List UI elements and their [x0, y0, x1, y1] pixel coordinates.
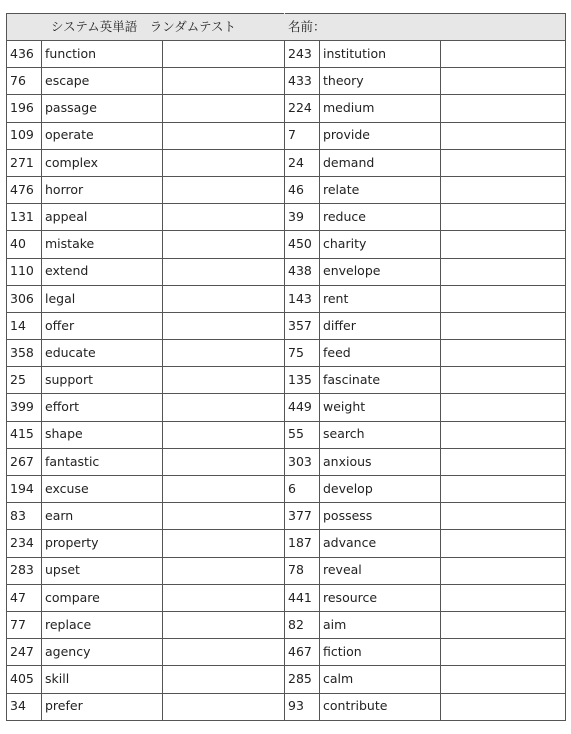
right-item-number: 450: [285, 231, 320, 258]
right-item-number: 438: [285, 258, 320, 285]
right-answer-cell[interactable]: [441, 530, 566, 557]
left-item-word: appeal: [42, 204, 163, 231]
left-item-word: earn: [42, 503, 163, 530]
right-item-word: anxious: [320, 448, 441, 475]
left-item-word: skill: [42, 666, 163, 693]
table-row: [7, 340, 566, 367]
left-item-word: effort: [42, 394, 163, 421]
left-item-word: excuse: [42, 476, 163, 503]
right-answer-cell[interactable]: [441, 476, 566, 503]
left-item-word: function: [42, 41, 163, 68]
left-item-word: property: [42, 530, 163, 557]
right-item-word: search: [320, 421, 441, 448]
left-item-number: 415: [7, 421, 42, 448]
left-answer-cell[interactable]: [163, 367, 285, 394]
left-item-word: escape: [42, 68, 163, 95]
table-row: [7, 639, 566, 666]
table-row: [7, 231, 566, 258]
right-item-number: 75: [285, 340, 320, 367]
table-row: [7, 41, 566, 68]
right-answer-cell[interactable]: [441, 448, 566, 475]
right-item-word: relate: [320, 176, 441, 203]
left-item-number: 110: [7, 258, 42, 285]
right-item-word: demand: [320, 149, 441, 176]
right-answer-cell[interactable]: [441, 666, 566, 693]
right-item-number: 55: [285, 421, 320, 448]
right-item-word: rent: [320, 285, 441, 312]
right-answer-cell[interactable]: [441, 557, 566, 584]
right-item-number: 6: [285, 476, 320, 503]
left-item-word: shape: [42, 421, 163, 448]
right-item-number: 285: [285, 666, 320, 693]
table-row: [7, 666, 566, 693]
left-answer-cell[interactable]: [163, 394, 285, 421]
left-item-number: 267: [7, 448, 42, 475]
right-answer-cell[interactable]: [441, 312, 566, 339]
table-row: [7, 448, 566, 475]
right-item-number: 39: [285, 204, 320, 231]
right-item-number: 467: [285, 639, 320, 666]
left-item-number: 476: [7, 176, 42, 203]
right-answer-cell[interactable]: [441, 584, 566, 611]
left-answer-cell[interactable]: [163, 122, 285, 149]
left-item-number: 25: [7, 367, 42, 394]
left-item-word: legal: [42, 285, 163, 312]
right-item-number: 243: [285, 41, 320, 68]
table-row: [7, 312, 566, 339]
right-item-number: 377: [285, 503, 320, 530]
right-item-number: 357: [285, 312, 320, 339]
right-answer-cell[interactable]: [441, 285, 566, 312]
right-answer-cell[interactable]: [441, 693, 566, 720]
left-item-word: mistake: [42, 231, 163, 258]
right-item-number: 441: [285, 584, 320, 611]
right-item-word: theory: [320, 68, 441, 95]
left-item-word: passage: [42, 95, 163, 122]
table-row: [7, 258, 566, 285]
right-item-number: 449: [285, 394, 320, 421]
table-row: [7, 584, 566, 611]
left-answer-cell[interactable]: [163, 231, 285, 258]
table-row: [7, 68, 566, 95]
right-item-word: reduce: [320, 204, 441, 231]
left-item-number: 40: [7, 231, 42, 258]
left-answer-cell[interactable]: [163, 68, 285, 95]
left-item-word: extend: [42, 258, 163, 285]
name-cell: [285, 14, 566, 41]
left-item-number: 196: [7, 95, 42, 122]
right-answer-cell[interactable]: [441, 149, 566, 176]
right-answer-cell[interactable]: [441, 639, 566, 666]
right-answer-cell[interactable]: [441, 367, 566, 394]
right-item-number: 303: [285, 448, 320, 475]
table-row: [7, 122, 566, 149]
table-row: [7, 394, 566, 421]
right-item-word: contribute: [320, 693, 441, 720]
left-item-word: educate: [42, 340, 163, 367]
left-item-word: fantastic: [42, 448, 163, 475]
left-item-number: 194: [7, 476, 42, 503]
left-item-word: upset: [42, 557, 163, 584]
right-answer-cell[interactable]: [441, 95, 566, 122]
right-item-word: fascinate: [320, 367, 441, 394]
left-answer-cell[interactable]: [163, 421, 285, 448]
left-item-word: support: [42, 367, 163, 394]
right-item-word: fiction: [320, 639, 441, 666]
left-answer-cell[interactable]: [163, 530, 285, 557]
right-item-word: medium: [320, 95, 441, 122]
right-answer-cell[interactable]: [441, 503, 566, 530]
left-answer-cell[interactable]: [163, 340, 285, 367]
left-item-number: 76: [7, 68, 42, 95]
left-answer-cell[interactable]: [163, 285, 285, 312]
table-row: [7, 204, 566, 231]
left-item-number: 271: [7, 149, 42, 176]
right-answer-cell[interactable]: [441, 176, 566, 203]
right-item-word: weight: [320, 394, 441, 421]
left-item-number: 436: [7, 41, 42, 68]
right-answer-cell[interactable]: [441, 421, 566, 448]
left-item-number: 77: [7, 611, 42, 638]
right-item-word: feed: [320, 340, 441, 367]
right-item-number: 7: [285, 122, 320, 149]
left-item-number: 34: [7, 693, 42, 720]
table-row: [7, 149, 566, 176]
right-item-number: 135: [285, 367, 320, 394]
right-item-number: 24: [285, 149, 320, 176]
left-answer-cell[interactable]: [163, 693, 285, 720]
name-label: 名前：: [288, 18, 326, 34]
left-answer-cell[interactable]: [163, 149, 285, 176]
left-item-word: agency: [42, 639, 163, 666]
right-item-word: develop: [320, 476, 441, 503]
left-item-number: 358: [7, 340, 42, 367]
table-row: [7, 421, 566, 448]
left-item-number: 405: [7, 666, 42, 693]
right-item-word: provide: [320, 122, 441, 149]
right-answer-cell[interactable]: [441, 204, 566, 231]
header-row: [7, 14, 566, 41]
left-item-number: 14: [7, 312, 42, 339]
table-row: [7, 95, 566, 122]
table-row: [7, 503, 566, 530]
table-row: [7, 476, 566, 503]
right-item-word: calm: [320, 666, 441, 693]
left-item-word: operate: [42, 122, 163, 149]
right-item-number: 143: [285, 285, 320, 312]
left-item-number: 109: [7, 122, 42, 149]
left-item-word: offer: [42, 312, 163, 339]
left-item-word: complex: [42, 149, 163, 176]
left-item-number: 47: [7, 584, 42, 611]
right-answer-cell[interactable]: [441, 611, 566, 638]
right-item-number: 433: [285, 68, 320, 95]
right-item-word: possess: [320, 503, 441, 530]
right-item-number: 93: [285, 693, 320, 720]
table-row: [7, 557, 566, 584]
right-answer-cell[interactable]: [441, 68, 566, 95]
table-row: [7, 530, 566, 557]
right-item-word: resource: [320, 584, 441, 611]
right-answer-cell[interactable]: [441, 41, 566, 68]
left-answer-cell[interactable]: [163, 204, 285, 231]
left-item-number: 131: [7, 204, 42, 231]
right-item-word: institution: [320, 41, 441, 68]
right-item-number: 46: [285, 176, 320, 203]
right-answer-cell[interactable]: [441, 122, 566, 149]
left-answer-cell[interactable]: [163, 476, 285, 503]
right-item-number: 224: [285, 95, 320, 122]
test-title: システム英単語 ランダムテスト: [51, 18, 237, 34]
right-answer-cell[interactable]: [441, 394, 566, 421]
right-answer-cell[interactable]: [441, 340, 566, 367]
right-item-word: reveal: [320, 557, 441, 584]
left-answer-cell[interactable]: [163, 666, 285, 693]
title-cell: [7, 14, 285, 41]
table-row: [7, 367, 566, 394]
left-item-word: replace: [42, 611, 163, 638]
vocabulary-test-sheet: [6, 13, 566, 721]
left-answer-cell[interactable]: [163, 176, 285, 203]
left-item-number: 283: [7, 557, 42, 584]
left-answer-cell[interactable]: [163, 611, 285, 638]
left-item-number: 399: [7, 394, 42, 421]
left-answer-cell[interactable]: [163, 448, 285, 475]
left-item-number: 234: [7, 530, 42, 557]
right-item-word: aim: [320, 611, 441, 638]
right-answer-cell[interactable]: [441, 231, 566, 258]
left-answer-cell[interactable]: [163, 312, 285, 339]
right-item-word: differ: [320, 312, 441, 339]
left-item-number: 306: [7, 285, 42, 312]
left-answer-cell[interactable]: [163, 41, 285, 68]
right-item-word: advance: [320, 530, 441, 557]
left-answer-cell[interactable]: [163, 639, 285, 666]
right-item-word: charity: [320, 231, 441, 258]
left-answer-cell[interactable]: [163, 95, 285, 122]
right-item-number: 78: [285, 557, 320, 584]
table-row: [7, 611, 566, 638]
left-answer-cell[interactable]: [163, 584, 285, 611]
right-answer-cell[interactable]: [441, 258, 566, 285]
left-answer-cell[interactable]: [163, 258, 285, 285]
left-item-word: horror: [42, 176, 163, 203]
vocabulary-table: [6, 13, 566, 721]
left-answer-cell[interactable]: [163, 503, 285, 530]
left-item-word: compare: [42, 584, 163, 611]
table-row: [7, 285, 566, 312]
table-row: [7, 693, 566, 720]
right-item-number: 82: [285, 611, 320, 638]
right-item-word: envelope: [320, 258, 441, 285]
left-item-word: prefer: [42, 693, 163, 720]
table-row: [7, 176, 566, 203]
left-answer-cell[interactable]: [163, 557, 285, 584]
left-item-number: 247: [7, 639, 42, 666]
right-item-number: 187: [285, 530, 320, 557]
left-item-number: 83: [7, 503, 42, 530]
